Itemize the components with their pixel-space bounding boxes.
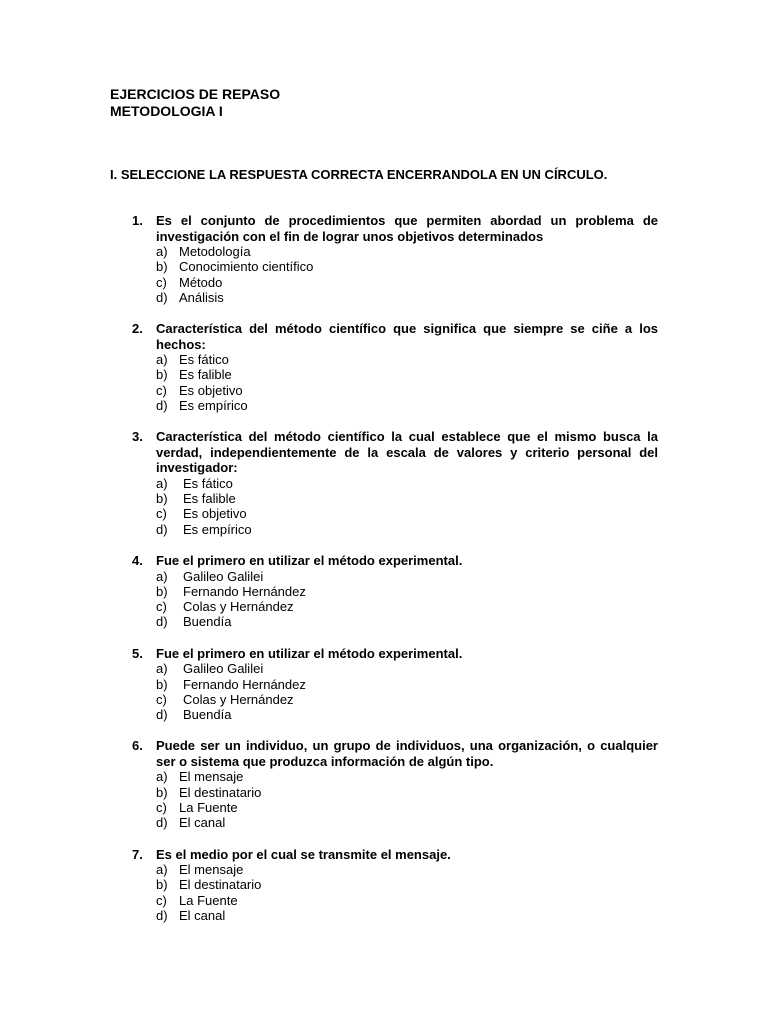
option-c[interactable]: [156, 692, 658, 707]
option-a[interactable]: [156, 769, 658, 784]
option-text: Es empírico: [183, 521, 252, 537]
option-b[interactable]: [156, 491, 658, 506]
option-letter: a): [156, 862, 168, 878]
option-text: Conocimiento científico: [179, 259, 314, 275]
option-letter: c): [156, 800, 167, 816]
question-number: 5.: [132, 645, 143, 661]
option-c[interactable]: [156, 599, 658, 614]
option-text: La Fuente: [179, 892, 238, 908]
option-a[interactable]: [156, 862, 658, 877]
question-3: [110, 429, 658, 537]
question-5: [110, 646, 658, 723]
option-letter: d): [156, 707, 168, 723]
option-letter: b): [156, 491, 168, 507]
option-text: Análisis: [179, 289, 224, 305]
option-letter: d): [156, 614, 168, 630]
option-letter: a): [156, 475, 168, 491]
option-list: [156, 862, 658, 923]
option-letter: d): [156, 521, 168, 537]
option-text: Es fático: [179, 352, 229, 368]
option-letter: b): [156, 259, 168, 275]
option-a[interactable]: [156, 661, 658, 676]
question-text: Fue el primero en utilizar el método experimental.: [156, 645, 463, 661]
option-a[interactable]: [156, 244, 658, 259]
option-text: El canal: [179, 908, 226, 924]
option-letter: a): [156, 244, 168, 259]
option-c[interactable]: [156, 383, 658, 398]
option-text: Metodología: [179, 244, 251, 259]
option-list: [156, 569, 658, 630]
option-a[interactable]: [156, 569, 658, 584]
option-text: El canal: [179, 815, 226, 831]
option-letter: c): [156, 599, 167, 615]
option-letter: a): [156, 661, 168, 677]
option-c[interactable]: [156, 893, 658, 908]
option-text: Fernando Hernández: [183, 676, 306, 692]
option-text: Es falible: [179, 367, 232, 383]
option-text: La Fuente: [179, 800, 238, 816]
option-text: El destinatario: [179, 784, 262, 800]
question-number: 7.: [132, 846, 143, 862]
option-letter: c): [156, 892, 167, 908]
option-text: Es empírico: [179, 398, 248, 414]
title-line-2: METODOLOGIA I: [110, 103, 223, 119]
option-letter: b): [156, 877, 168, 893]
option-letter: b): [156, 367, 168, 383]
question-number: 4.: [132, 553, 143, 569]
option-list: [156, 769, 658, 830]
option-text: Es objetivo: [179, 382, 243, 398]
option-a[interactable]: [156, 476, 658, 491]
option-text: El mensaje: [179, 862, 244, 878]
option-b[interactable]: [156, 584, 658, 599]
option-text: Galileo Galilei: [183, 568, 264, 584]
option-d[interactable]: [156, 815, 658, 830]
option-text: Es falible: [183, 491, 236, 507]
question-text: Es el medio por el cual se transmite el mensaje.: [156, 846, 451, 862]
question-number: 2.: [132, 321, 143, 337]
option-d[interactable]: [156, 707, 658, 722]
option-c[interactable]: [156, 275, 658, 290]
option-b[interactable]: [156, 259, 658, 274]
document-title: [110, 86, 280, 120]
question-7: [110, 847, 658, 924]
option-text: Buendía: [183, 614, 232, 630]
question-number: 3.: [132, 429, 143, 445]
question-number: 1.: [132, 213, 143, 228]
option-text: Galileo Galilei: [183, 661, 264, 677]
option-list: [156, 661, 658, 722]
option-letter: c): [156, 274, 167, 290]
option-letter: a): [156, 769, 168, 785]
question-text: Es el conjunto de procedimientos que permiten abordad un problema de investigación con el fin de lograr unos objetivos determinados: [156, 213, 658, 244]
option-b[interactable]: [156, 367, 658, 382]
option-letter: c): [156, 691, 167, 707]
option-letter: b): [156, 784, 168, 800]
option-letter: b): [156, 676, 168, 692]
option-letter: a): [156, 352, 168, 368]
option-letter: d): [156, 908, 168, 924]
option-list: [156, 244, 658, 305]
title-line-1: EJERCICIOS DE REPASO: [110, 86, 281, 102]
option-letter: b): [156, 583, 168, 599]
option-list: [156, 352, 658, 413]
option-text: Colas y Hernández: [183, 599, 294, 615]
option-d[interactable]: [156, 908, 658, 923]
option-text: Es objetivo: [183, 506, 247, 522]
option-text: Colas y Hernández: [183, 691, 294, 707]
option-text: Es fático: [183, 475, 233, 491]
option-b[interactable]: [156, 677, 658, 692]
option-text: Método: [179, 274, 223, 290]
option-d[interactable]: [156, 398, 658, 413]
option-letter: c): [156, 506, 167, 522]
option-d[interactable]: [156, 522, 658, 537]
option-d[interactable]: [156, 290, 658, 305]
option-text: Fernando Hernández: [183, 583, 306, 599]
option-letter: d): [156, 289, 168, 305]
option-text: El mensaje: [179, 769, 244, 785]
option-letter: c): [156, 382, 167, 398]
option-c[interactable]: [156, 800, 658, 815]
question-number: 6.: [132, 738, 143, 754]
option-letter: d): [156, 398, 168, 414]
option-b[interactable]: [156, 877, 658, 892]
section-heading: I. SELECCIONE LA RESPUESTA CORRECTA ENCERRANDOLA EN UN CÍRCULO.: [110, 167, 608, 182]
option-d[interactable]: [156, 614, 658, 629]
question-text: Puede ser un individuo, un grupo de individuos, una organización, o cualquier ser o sistema que produzca información de algún tipo.: [156, 738, 658, 769]
option-a[interactable]: [156, 352, 658, 367]
question-6: [110, 738, 658, 830]
option-letter: a): [156, 568, 168, 584]
question-list: [110, 213, 658, 939]
option-text: Buendía: [183, 707, 232, 723]
question-text: Característica del método científico que significa que siempre se ciñe a los hechos:: [156, 321, 658, 352]
question-text: Característica del método científico la cual establece que el mismo busca la verdad, independientemente de la escala de valores y criterio personal del investigador:: [156, 429, 658, 476]
option-letter: d): [156, 815, 168, 831]
option-c[interactable]: [156, 506, 658, 521]
question-4: [110, 553, 658, 630]
question-text: Fue el primero en utilizar el método experimental.: [156, 553, 463, 569]
option-list: [156, 476, 658, 537]
option-b[interactable]: [156, 785, 658, 800]
option-text: El destinatario: [179, 877, 262, 893]
question-1: [110, 213, 658, 305]
question-2: [110, 321, 658, 413]
